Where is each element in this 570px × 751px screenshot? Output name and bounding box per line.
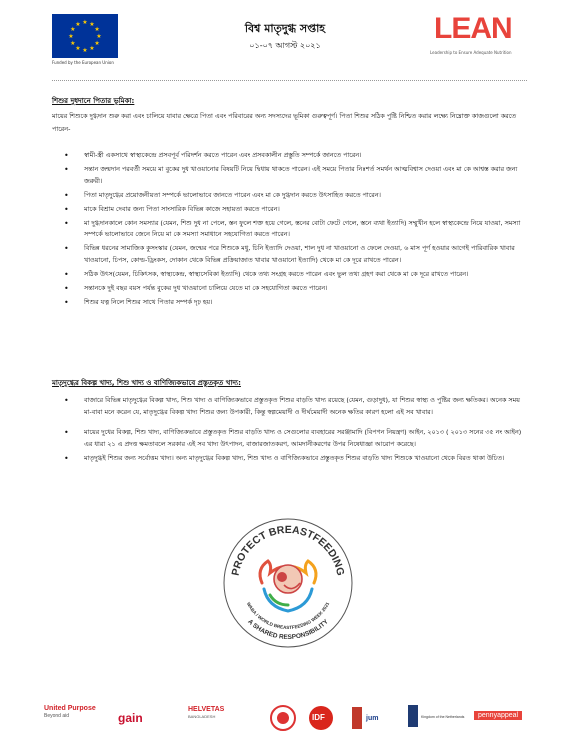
page-subtitle: ০১-০৭ আগস্ট ২০২১ [249, 41, 321, 50]
list-item: • বাজারে বিভিন্ন মাতৃদুগ্ধের বিকল্প খাদ্য, শিশু খাদ্য ও বাণিজ্যিকভাবে প্রস্তুতকৃত শিশুর বাড়তি খাদ্য রয়েছে (যেমন, গুড়াদুধ), যা শিশুর স্বাস্থ্য ও পুষ্টির জন্য ক্ষতিকর। অনেক সময় মা-বাবা মনে করেন যে, মাতৃদুগ্ধের বিকল্প খাদ্য শিশুর জন্য উপকারী, কিন্তু স্বল্পমেয়াদী ও দীর্ঘমেয়াদী অনেক ক্ষতির কারণ হলো এই সব খাবার। [64, 396, 520, 416]
list-item: • সন্তানকে দুই বছর বয়স পর্যন্ত বুকের দুধ খাওয়ানো চালিয়ে যেতে মা কে সহযোগিতা করতে পারেন। [64, 283, 328, 293]
eu-flag-icon [52, 14, 118, 58]
bullet-icon: • [64, 269, 69, 279]
eu-star-icon: ★ [68, 33, 74, 40]
pennyappeal-logo: pennyappeal [474, 711, 522, 720]
list-item: • স্বামী-স্ত্রী একসাথে স্বাস্থ্যকেন্দ্রে প্রসবপূর্ব পরিদর্শন করতে পারেন এবং প্রসবকালীন প্রস্তুতি সম্পর্কে জানতে পারেন। [64, 151, 362, 160]
section1-heading: শিশুর দুধদানে পিতার ভূমিকা: [52, 97, 135, 105]
jum-mark-icon [350, 705, 364, 731]
list-item: • শিশুর যত্ন নিলে শিশুর সাথে পিতার সম্পর্ক দৃঢ় হয়। [64, 297, 213, 307]
bullet-icon: • [64, 396, 69, 405]
section2-list [60, 395, 526, 467]
bullet-icon: • [64, 151, 69, 160]
emblem-top-text: PROTECT BREASTFEEDING [229, 523, 347, 577]
list-item: • বিভিন্ন ধরনের সামাজিক কুসংস্কার (যেমন, জন্মের পরে শিশুকে মধু, চিনি ইত্যাদি দেওয়া, শাল দুধ না খাওয়ানো ও ফেলে দেওয়া, ৬ মাস পূর্ণ হওয়ার আগেই পারিবারিক খাবার খাওয়ানো, চিপস, কোল্ড-ড্রিংকস, দোকান থেকে বিভিন্ন প্রক্রিয়াজাত খাবার খাওয়ানো ইত্যাদি) থেকে মা কে দূরে রাখতে পারেন। [64, 244, 515, 264]
lean-caption: Leadership to Ensure Adequate Nutrition [430, 50, 512, 55]
list-item: • মা দুগ্ধদানকালে কোন সমস্যার (যেমন, শিশু দুধ না পেলে, স্তন ফুলে শক্ত হয়ে গেলে, স্তনের বোটা ফেটে গেলে, স্তনে ব্যথা ইত্যাদি) সম্মুখীন হলে স্বাস্থ্যকেন্দ্রে নিয়ে যাওয়া, সমস্যা সম্পর্কে ভালোভাবে জেনে নিয়ে মা কে সমস্যা সমাধানে সহযোগিতা করতে পারেন। [64, 218, 521, 238]
eu-star-icon: ★ [89, 20, 95, 28]
list-item: • মায়ের দুধের বিকল্প, শিশু খাদ্য, বাণিজ্যিকভাবে প্রস্তুতকৃত শিশুর বাড়তি খাদ্য ও সেগুলোর ব্যবহারের সরঞ্জামাদি (বিপণন নিয়ন্ত্রণ) আইন, ২০১৩ ( ২০১৩ সনের ৩৫ নং আইন) এর ধারা ২১ এ প্রদত্ত ক্ষমতাবলে সরকার এই সব খাদ্য উৎপাদন, বাজারজাতকরণ, আমদানীকরণের উপর নিষেধাজ্ঞা আরোপ করেছে। [64, 428, 522, 448]
list-item: • মাকে বিশ্রাম দেবার জন্য পিতা সাংসারিক বিভিন্ন কাজে সহায়তা করতে পারেন। [64, 204, 280, 214]
united-purpose-logo: United Purpose Beyond aid [44, 705, 96, 719]
bullet-icon: • [64, 190, 69, 200]
section1-list [60, 150, 526, 311]
bullet-icon: • [64, 283, 69, 293]
idf-logo: IDF [308, 705, 334, 735]
eu-star-icon: ★ [75, 20, 81, 28]
netherlands-logo: Kingdom of the Netherlands [408, 705, 418, 735]
bullet-icon: • [64, 297, 69, 307]
eu-star-icon: ★ [70, 40, 76, 47]
eu-star-icon: ★ [94, 40, 100, 47]
section1-intro: মায়ের শিশুকে দুগ্ধদান শুরু করা এবং চালিয়ে যাবার ক্ষেত্রে পিতা এবং পরিবারের অন্য সদস্যদের ভূমিকা গুরুত্বপূর্ণ। পিতা শিশুর সঠিক পুষ্টি নিশ্চিত করার লক্ষ্যে নিম্নোক্ত কাজগুলো করতে পারেন- [52, 112, 517, 133]
eu-star-icon: ★ [75, 45, 81, 53]
header-divider [52, 80, 527, 81]
protect-breastfeeding-emblem-icon [222, 517, 354, 649]
bullet-icon: • [64, 428, 69, 437]
round-seal-logo [270, 705, 296, 735]
eu-star-icon: ★ [96, 33, 102, 40]
bullet-icon: • [64, 453, 69, 463]
eu-star-icon: ★ [82, 19, 88, 26]
section2-heading: মাতৃদুগ্ধের বিকল্প খাদ্য, শিশু খাদ্য ও বাণিজ্যিকভাবে প্রস্তুতকৃত খাদ্য: [52, 379, 241, 387]
jum-logo: jum [350, 705, 364, 735]
footer-logos [40, 705, 540, 735]
bullet-icon: • [64, 204, 69, 214]
bullet-icon: • [64, 218, 69, 228]
list-item: • মাতৃদুগ্ধই শিশুর জন্য সর্বোত্তম খাদ্য। অন্য মাতৃদুগ্ধের বিকল্প খাদ্য, শিশু খাদ্য ও বাণিজ্যিকভাবে প্রস্তুতকৃত শিশুর বাড়তি খাদ্য শিশুকে খাওয়ানো থেকে বিরত থাকা উচিত। [64, 453, 505, 463]
page-title: বিশ্ব মাতৃদুগ্ধ সপ্তাহ [244, 22, 326, 35]
eu-star-icon: ★ [94, 26, 100, 33]
lean-logo: LEAN [434, 12, 512, 45]
eu-star-icon: ★ [70, 26, 76, 33]
list-item: • পিতা মাতৃদুগ্ধের প্রয়োজনীয়তা সম্পর্কে ভালোভাবে জানতে পারেন এবং মা কে দুগ্ধদান করতে উৎসাহিত করতে পারেন। [64, 190, 381, 200]
bullet-icon: • [64, 244, 69, 253]
list-item: • সঠিক উৎস(যেমন, চিকিৎসক, স্বাস্থ্যকেন্দ্র, স্বাস্থ্যসেবিকা ইত্যাদি) থেকে তথ্য সংগ্রহ করতে পারেন এবং ভুল তথ্য গ্রহণ করা থেকে মা কে দূরে রাখতে পারেন। [64, 269, 469, 279]
eu-stars-icon [52, 14, 118, 58]
emblem-bottom-text: A SHARED RESPONSIBILITY [246, 618, 330, 642]
seal-icon [270, 705, 296, 731]
eu-star-icon: ★ [89, 45, 95, 53]
document-header [0, 0, 570, 80]
bullet-icon: • [64, 165, 69, 174]
helvetas-logo: HELVETAS BANGLADESH [188, 706, 225, 719]
gain-logo: gain [118, 711, 143, 725]
list-item: • সন্তান জন্মদান পরবর্তী সময়ে মা বুকের দুধ খাওয়ানোর বিষয়টি নিয়ে দ্বিধায় থাকতে পারেন। এই সময়ে পিতার নিঃশর্ত সমর্থন আত্মবিশ্বাস দেওয়া এবং মা কে আশ্বস্ত করার জন্য জরুরী। [64, 165, 518, 185]
netherlands-crest-icon [408, 705, 418, 727]
eu-star-icon: ★ [82, 47, 88, 54]
emblem-bottom-text2: WABA / WORLD BREASTFEEDING WEEK 2021 [245, 601, 331, 631]
eu-caption: Funded by the European Union [52, 60, 114, 65]
